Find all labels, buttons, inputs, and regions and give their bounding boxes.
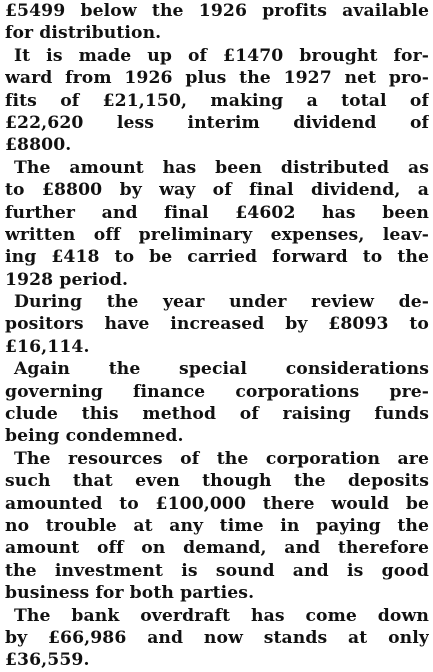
paragraph-4 — [5, 291, 429, 358]
text-line: ward from 1926 plus the 1927 net pro- — [5, 68, 429, 89]
text-line: no trouble at any time in paying the — [5, 515, 429, 536]
text-line: to £8800 by way of final dividend, a — [5, 180, 429, 201]
text-line: clude this method of raising funds — [5, 404, 429, 425]
text-line: for distribution. — [5, 23, 162, 44]
text-line: positors have increased by £8093 to — [5, 314, 429, 335]
text-line: amount off on demand, and therefore — [5, 538, 429, 559]
text-line: The amount has been distributed as — [14, 157, 429, 178]
text-line: the investment is sound and is good — [5, 560, 429, 581]
text-line: £16,114. — [5, 336, 90, 357]
text-line: 1928 period. — [5, 269, 129, 290]
text-line: £8800. — [5, 135, 72, 156]
paragraph-7 — [5, 605, 429, 672]
text-line: being condemned. — [5, 426, 184, 447]
text-line: During the year under review de- — [14, 292, 429, 313]
text-line: further and final £4602 has been — [5, 202, 429, 223]
text-line: written off preliminary expenses, leav- — [5, 224, 429, 245]
text-line: The resources of the corporation are — [14, 448, 429, 469]
text-line: such that even though the deposits — [5, 471, 429, 492]
article-column — [5, 0, 429, 672]
text-line: £36,559. — [5, 650, 90, 671]
text-line: ing £418 to be carried forward to the — [5, 247, 429, 268]
paragraph-6 — [5, 448, 429, 605]
text-line: The bank overdraft has come down — [14, 605, 429, 626]
paragraph-2 — [5, 45, 429, 157]
text-line: governing finance corporations pre- — [5, 381, 429, 402]
text-line: £5499 below the 1926 profits available — [5, 1, 429, 21]
paragraph-1 — [5, 0, 429, 45]
text-line: fits of £21,150, making a total of — [5, 90, 429, 111]
paragraph-3 — [5, 157, 429, 291]
text-line: by £66,986 and now stands at only — [5, 627, 429, 648]
text-line: Again the special considerations — [14, 359, 429, 380]
text-line: It is made up of £1470 brought for- — [14, 45, 429, 66]
paragraph-5 — [5, 358, 429, 448]
text-line: business for both parties. — [5, 583, 255, 604]
text-line: £22,620 less interim dividend of — [5, 112, 429, 133]
text-line: amounted to £100,000 there would be — [5, 493, 429, 514]
